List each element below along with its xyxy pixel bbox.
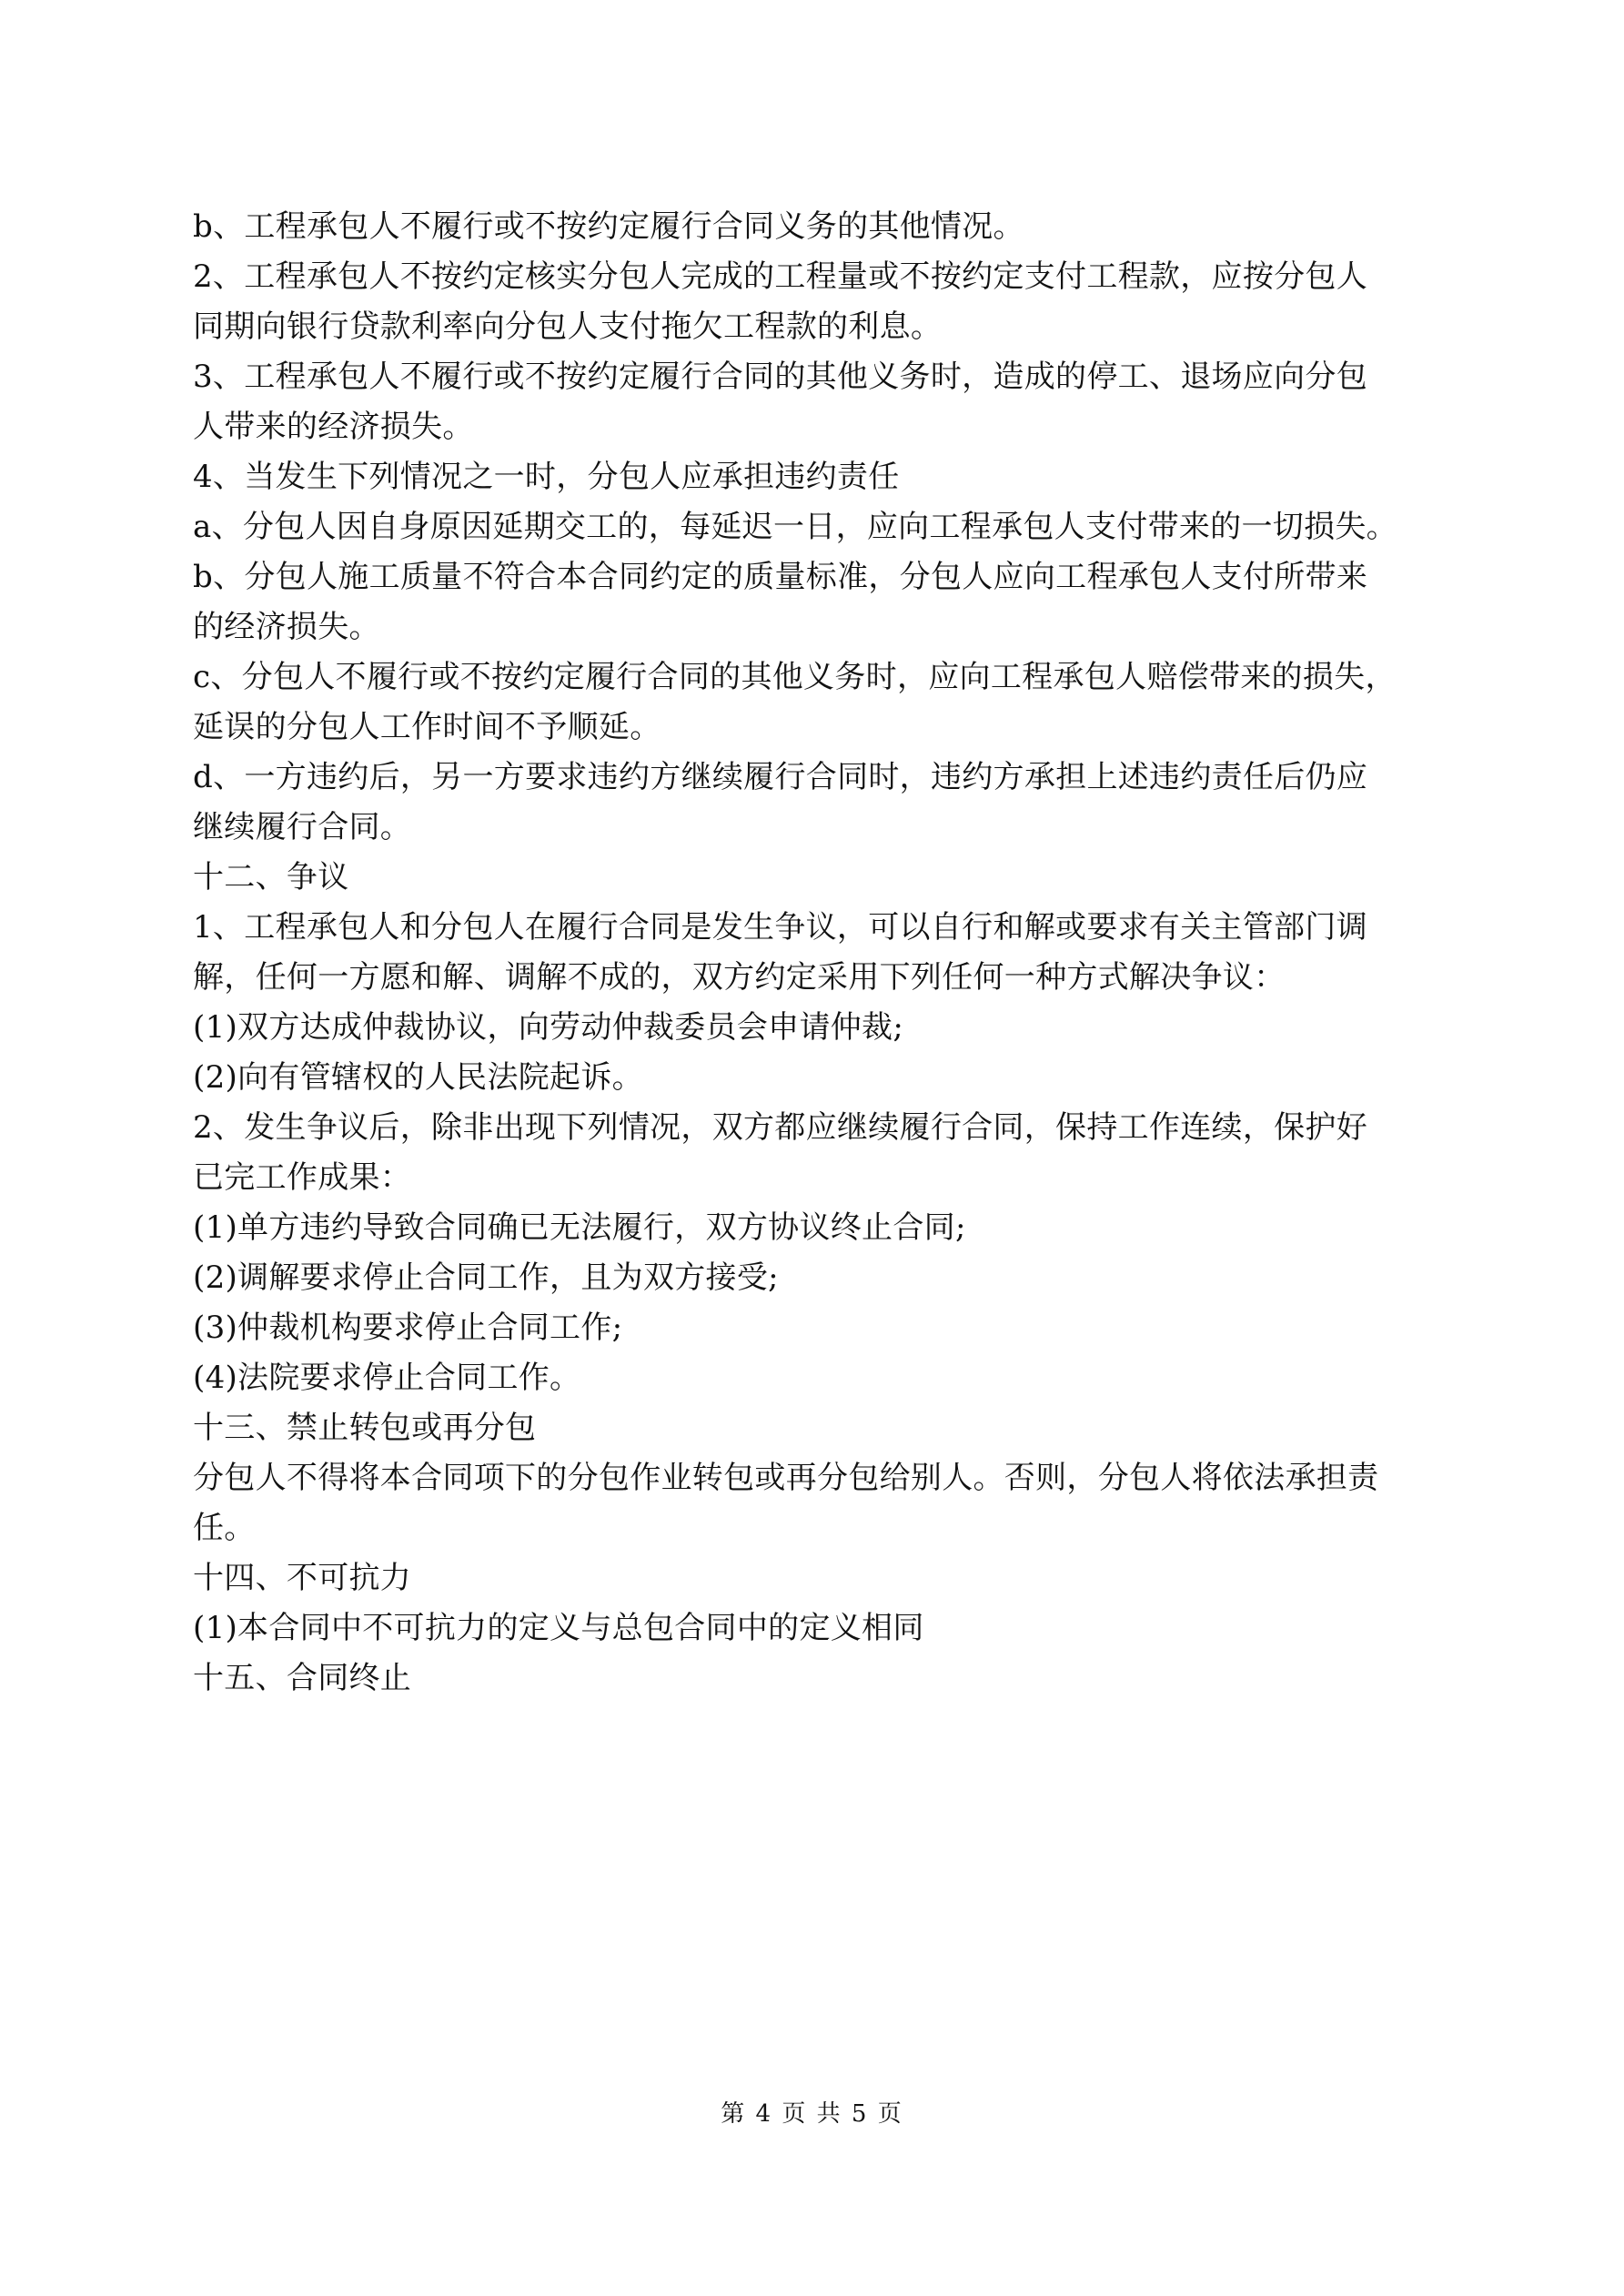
document-body bbox=[193, 202, 1448, 1704]
section-heading: 十二、争议 bbox=[193, 859, 349, 895]
text-line: b、分包人施工质量不符合本合同约定的质量标准，分包人应向工程承包人支付所带来 bbox=[193, 559, 1368, 595]
text-line: (4)法院要求停止合同工作。 bbox=[193, 1360, 581, 1396]
section-heading: 十四、不可抗力 bbox=[193, 1560, 412, 1596]
text-line: b、工程承包人不履行或不按约定履行合同义务的其他情况。 bbox=[193, 208, 1024, 245]
text-line: (1)单方违约导致合同确已无法履行，双方协议终止合同; bbox=[193, 1209, 966, 1246]
text-line: a、分包人因自身原因延期交工的，每延迟一日，应向工程承包人支付带来的一切损失。 bbox=[193, 509, 1397, 545]
text-line: 已完工作成果： bbox=[193, 1159, 412, 1196]
text-line: c、分包人不履行或不按约定履行合同的其他义务时，应向工程承包人赔偿带来的损失， bbox=[193, 659, 1397, 695]
text-line: 1、工程承包人和分包人在履行合同是发生争议，可以自行和解或要求有关主管部门调 bbox=[193, 909, 1368, 946]
text-line: 2、发生争议后，除非出现下列情况，双方都应继续履行合同，保持工作连续，保护好 bbox=[193, 1109, 1368, 1146]
text-line: (1)双方达成仲裁协议，向劳动仲裁委员会申请仲裁; bbox=[193, 1009, 904, 1046]
text-line: (2)调解要求停止合同工作，且为双方接受; bbox=[193, 1259, 779, 1296]
section-heading: 十三、禁止转包或再分包 bbox=[193, 1410, 537, 1446]
text-line: 4、当发生下列情况之一时，分包人应承担违约责任 bbox=[193, 459, 900, 495]
text-line: 的经济损失。 bbox=[193, 609, 380, 645]
text-line: 任。 bbox=[193, 1510, 256, 1546]
text-line: 继续履行合同。 bbox=[193, 809, 412, 845]
text-line: 解，任何一方愿和解、调解不成的，双方约定采用下列任何一种方式解决争议： bbox=[193, 959, 1286, 996]
text-line: 2、工程承包人不按约定核实分包人完成的工程量或不按约定支付工程款，应按分包人 bbox=[193, 258, 1368, 295]
text-line: (3)仲裁机构要求停止合同工作; bbox=[193, 1310, 623, 1346]
text-line: d、一方违约后，另一方要求违约方继续履行合同时，违约方承担上述违约责任后仍应 bbox=[193, 759, 1368, 795]
text-line: (1)本合同中不可抗力的定义与总包合同中的定义相同 bbox=[193, 1610, 924, 1646]
text-line: 3、工程承包人不履行或不按约定履行合同的其他义务时，造成的停工、退场应向分包 bbox=[193, 359, 1368, 395]
section-heading: 十五、合同终止 bbox=[193, 1660, 412, 1696]
page-footer: 第 4 页 共 5 页 bbox=[721, 2100, 903, 2128]
text-line: 同期向银行贷款利率向分包人支付拖欠工程款的利息。 bbox=[193, 308, 943, 345]
text-line: 分包人不得将本合同项下的分包作业转包或再分包给别人。否则，分包人将依法承担责 bbox=[193, 1460, 1379, 1496]
text-line: 延误的分包人工作时间不予顺延。 bbox=[193, 709, 661, 745]
text-line: 人带来的经济损失。 bbox=[193, 409, 474, 445]
text-line: (2)向有管辖权的人民法院起诉。 bbox=[193, 1059, 643, 1096]
